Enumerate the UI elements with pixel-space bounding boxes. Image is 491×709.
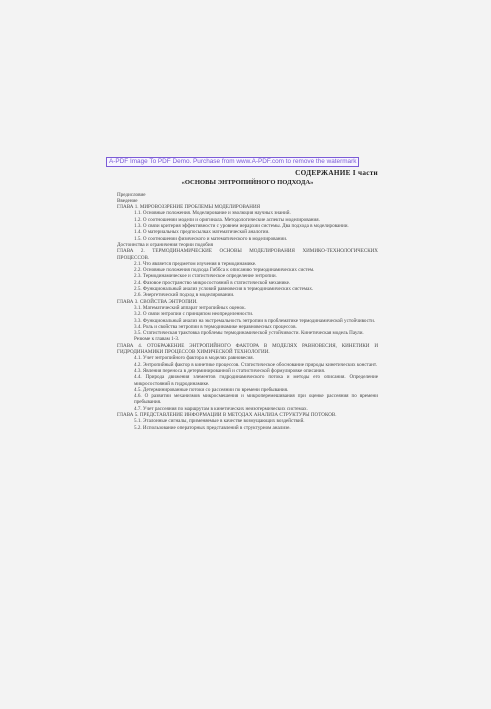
toc-subentry: 4.1. Учет энтропийного фактора в моделях равновесия.: [134, 355, 254, 362]
toc-subentry: 2.1. Что является предметом изучения в термодинамике.: [134, 260, 257, 267]
toc-subentry: 3.3. Функциональный анализ на экстремальность энтропии в проблематике термодинамической устойчивости.: [134, 317, 376, 324]
toc-subentry: 1.1. Основные положения. Моделирование и эволюция научных знаний.: [134, 210, 291, 217]
toc-subentry: 4.5. Детерминированные потоки со рассеянии по времени пребывания.: [134, 386, 289, 393]
toc-subentry: 1.3. О связи критерия эффективности с уровнем иерархии системы. Два подхода в моделировании.: [134, 223, 349, 230]
toc-subentry: 5.2. Использование операторных представлений в структурном анализе.: [134, 424, 291, 431]
toc-subentry: 1.4. О материальных предпосылках математической аналогии.: [134, 229, 270, 236]
part-title: «ОСНОВЫ ЭНТРОПИЙНОГО ПОДХОДА»: [181, 179, 314, 187]
toc-entry: Введение: [117, 197, 138, 204]
toc-subentry: 4.2. Энтропийный фактор в кинетике процессов. Статистическое обоснование природы кинетических констант.: [134, 361, 378, 368]
watermark-banner[interactable]: A-PDF Image To PDF Demo. Purchase from www.A-PDF.com to remove the watermark: [106, 157, 359, 167]
toc-heading: СОДЕРЖАНИЕ I части: [295, 169, 378, 177]
toc-entry: ГЛАВА 3. СВОЙСТВА ЭНТРОПИИ.: [117, 298, 198, 305]
toc-subentry: 3.5. Статистическая трактовка проблемы термодинамической устойчивости. Кинетическая модель Паули.: [134, 330, 364, 337]
toc-subentry: Резюме к главам 1-3.: [134, 336, 180, 343]
toc-subentry: 1.5. О соотношении физического и математического в моделировании.: [134, 235, 288, 242]
table-of-contents: [117, 170, 378, 431]
toc-entries: [117, 192, 378, 431]
toc-subentry: 3.4. Роль и свойства энтропии в термодинамике неравновесных процессов.: [134, 323, 297, 330]
toc-entry: Достоинства и ограничения теории подобия: [117, 241, 213, 248]
toc-subentry: 4.6. О развитии механизмов микросмешения и микроперемешивания при оценке рассеяния по времени пребывания.: [134, 393, 378, 406]
toc-subentry: 1.2. О соотношении модели и оригинала. Методологические аспекты моделирования.: [134, 216, 320, 223]
toc-subentry: 5.1. Эталонные сигналы, применяемые в качестве возмущающих воздействий.: [134, 418, 305, 425]
toc-entry: ГЛАВА 1. МИРОВОЗЗРЕНИЕ ПРОБЛЕМЫ МОДЕЛИРОВАНИЯ: [117, 204, 261, 211]
toc-entry: ГЛАВА 4. ОТОБРАЖЕНИЕ ЭНТРОПИЙНОГО ФАКТОРА В МОДЕЛЯХ РАВНОВЕСИЯ, КИНЕТИКИ И ГИДРОДИНАМИКИ ПРОЦЕССОВ ХИМИЧЕСКОЙ ТЕХНОЛОГИИ.: [117, 342, 378, 356]
toc-subentry: 2.5. Функциональный анализ условий равновесия в термодинамических системах.: [134, 286, 314, 293]
toc-subentry: 4.4. Природа движения элементов гидродинамического потока и методы его описания. Определение микросостояний в гидродинамике.: [134, 374, 378, 387]
toc-subentry: 2.6. Энергетический подход в моделировании.: [134, 292, 235, 299]
toc-subentry: 3.1. Математический аппарат энтропийных оценок.: [134, 304, 246, 311]
toc-entry: Предисловие: [117, 191, 146, 198]
toc-subentry: 3.2. О связи энтропии с принципом неопределенности.: [134, 311, 254, 318]
toc-entry: ГЛАВА 2. ТЕРМОДИНАМИЧЕСКИЕ ОСНОВЫ МОДЕЛИРОВАНИЯ ХИМИКО-ТЕХНОЛОГИЧЕСКИХ ПРОЦЕССОВ.: [117, 248, 378, 261]
toc-entry: ГЛАВА 5. ПРЕДСТАВЛЕНИЕ ИНФОРМАЦИИ В МЕТОДАХ АНАЛИЗА СТРУКТУРЫ ПОТОКОВ.: [117, 411, 337, 418]
toc-subentry: 4.3. Явления переноса в детерминированной и статистической формулировке описания.: [134, 367, 326, 374]
toc-subentry: 2.2. Основные положения подхода Гиббса к описанию термодинамических систем.: [134, 267, 315, 274]
toc-subentry: 2.4. Фазовое пространство микросостояний в статистической механике.: [134, 279, 291, 286]
toc-subentry: 2.3. Термодинамическое и статистическое определение энтропии.: [134, 273, 277, 280]
toc-subentry: 4.7. Учет рассеяния по маршрутам в кинетических неизотермических системах.: [134, 405, 308, 412]
